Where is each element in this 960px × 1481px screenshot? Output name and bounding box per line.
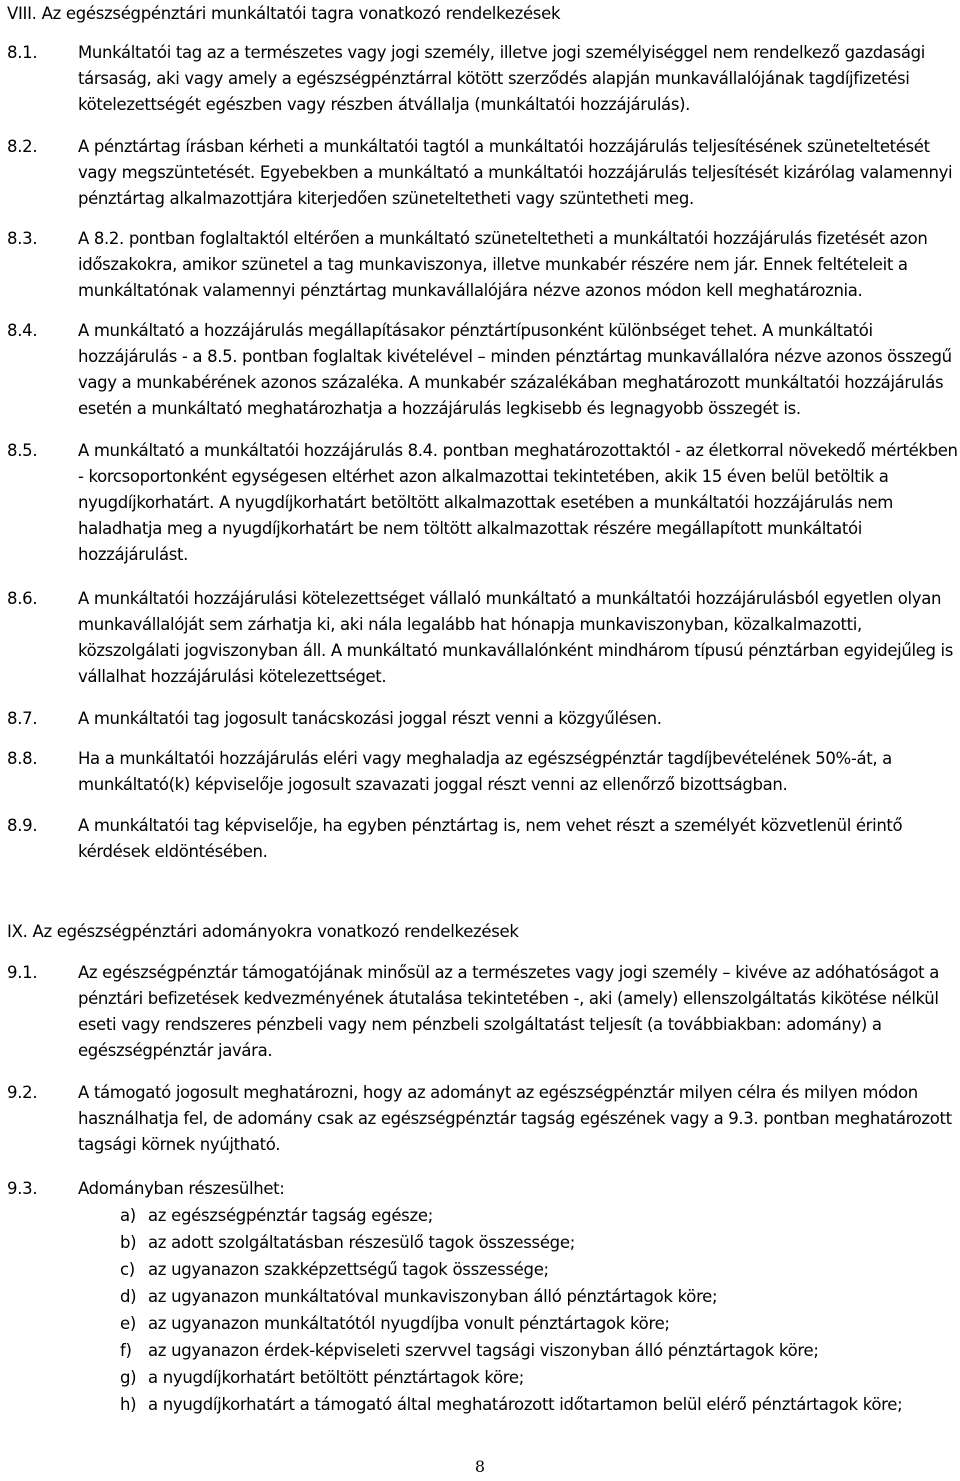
paragraph-text: A pénztártag írásban kérheti a munkáltatói tagtól a munkáltatói hozzájárulás teljesítésének szüneteltetését vagy megszüntetését. Egyebekben a munkáltató a munkáltatói hozzájárulás teljesítését kizárólag valamennyi pénztártag alkalmazottjára kiterjedően szüneteltetheti vagy szüntetheti meg.	[78, 137, 953, 208]
paragraph-number: 9.1.	[7, 963, 38, 982]
paragraph-text: A 8.2. pontban foglaltaktól eltérően a munkáltató szüneteltetheti a munkáltatói hozzájárulás fizetését azon időszakokra, amikor szünetel a tag munkaviszonya, illetve munkabér részére nem jár. Ennek feltételeit a munkáltatónak valamennyi pénztártag munkavállalójára nézve azonos módon kell meghatároznia.	[78, 229, 928, 300]
paragraph-text: Az egészségpénztár támogatójának minősül az a természetes vagy jogi személy – kivéve az adóhatóságot a pénztári befizetések kedvezményének átutalása tekintetében -, aki (amely) ellenszolgáltatás kikötése nélkül eseti vagy rendszeres pénzbeli vagy nem pénzbeli szolgáltatást teljesít (a továbbiakban: adomány) a egészségpénztár javára.	[78, 963, 939, 1060]
paragraph-text: A munkáltató a munkáltatói hozzájárulás 8.4. pontban meghatározottaktól - az életkorral növekedő mértékben - korcsoportonként egységesen eltérhet azon alkalmazottai tekintetében, akik 15 éven belül betöltik a nyugdíjkorhatárt. A nyugdíjkorhatárt betöltött alkalmazottak esetében a munkáltatói hozzájárulás nem haladhatja meg a nyugdíjkorhatárt be nem töltött alkalmazottak részére megállapított munkáltatói hozzájárulást.	[78, 441, 958, 564]
paragraph-text: A munkáltató a hozzájárulás megállapításakor pénztártípusonként különbséget tehet. A munkáltatói hozzájárulás - a 8.5. pontban foglaltak kivételével – minden pénztártag munkavállalóra nézve azonos összegű vagy a munkabérének azonos százaléka. A munkabér százalékában meghatározott munkáltatói hozzájárulás esetén a munkáltató meghatározhatja a hozzájárulás legkisebb és legnagyobb összegét is.	[78, 321, 952, 418]
section-title-ix: IX. Az egészségpénztári adományokra vonatkozó rendelkezések	[7, 922, 519, 941]
paragraph-number: 8.4.	[7, 321, 38, 340]
page-number: 8	[474, 1457, 486, 1476]
paragraph-number: 8.5.	[7, 441, 38, 460]
paragraph-text: A munkáltatói hozzájárulási kötelezettséget vállaló munkáltató a munkáltatói hozzájárulásból egyetlen olyan munkavállalóját sem zárhatja ki, aki nála legalább hat hónapja munkaviszonyban, közalkalmazotti, közszolgálati jogviszonyban áll. A munkáltató munkavállalónként mindhárom típusú pénztárban egyidejűleg is vállalhat hozzájárulási kötelezettséget.	[78, 589, 954, 686]
list-item-text: az ugyanazon munkáltatótól nyugdíjba vonult pénztártagok köre;	[148, 1314, 670, 1333]
paragraph-number: 8.9.	[7, 816, 38, 835]
list-item-text: a nyugdíjkorhatárt a támogató által meghatározott időtartamon belül elérő pénztártagok köre;	[148, 1395, 903, 1414]
paragraph-number: 9.3.	[7, 1179, 38, 1198]
paragraph-text: Munkáltatói tag az a természetes vagy jogi személy, illetve jogi személyiséggel nem rendelkező gazdasági társaság, aki vagy amely a egészségpénztárral kötött szerződés alapján munkavállalójának tagdíjfizetési kötelezettségét egészben vagy részben átvállalja (munkáltatói hozzájárulás).	[78, 43, 926, 114]
list-item-text: az ugyanazon munkáltatóval munkaviszonyban álló pénztártagok köre;	[148, 1287, 718, 1306]
list-item-letter: a)	[120, 1206, 136, 1225]
paragraph-number: 9.2.	[7, 1083, 38, 1102]
list-item-text: az adott szolgáltatásban részesülő tagok összessége;	[148, 1233, 575, 1252]
list-item-text: az egészségpénztár tagság egésze;	[148, 1206, 433, 1225]
section-title-viii: VIII. Az egészségpénztári munkáltatói tagra vonatkozó rendelkezések	[7, 4, 561, 23]
list-item-letter: b)	[120, 1233, 137, 1252]
list-item-text: az ugyanazon szakképzettségű tagok összessége;	[148, 1260, 549, 1279]
paragraph-number: 8.1.	[7, 43, 38, 62]
paragraph-number: 8.6.	[7, 589, 38, 608]
list-item-letter: d)	[120, 1287, 137, 1306]
paragraph-text: A támogató jogosult meghatározni, hogy az adományt az egészségpénztár milyen célra és milyen módon használhatja fel, de adomány csak az egészségpénztár tagság egészének vagy a 9.3. pontban meghatározott tagsági körnek nyújtható.	[78, 1083, 952, 1154]
list-item-text: a nyugdíjkorhatárt betöltött pénztártagok köre;	[148, 1368, 525, 1387]
list-item-letter: g)	[120, 1368, 137, 1387]
list-item-text: az ugyanazon érdek-képviseleti szervvel tagsági viszonyban álló pénztártagok köre;	[148, 1341, 819, 1360]
paragraph-number: 8.3.	[7, 229, 38, 248]
list-item-letter: c)	[120, 1260, 135, 1279]
paragraph-number: 8.7.	[7, 709, 38, 728]
paragraph-text: Ha a munkáltatói hozzájárulás eléri vagy meghaladja az egészségpénztár tagdíjbevételének 50%-át, a munkáltató(k) képviselője jogosult szavazati joggal részt venni az ellenőrző bizottságban.	[78, 749, 892, 794]
paragraph-number: 8.2.	[7, 137, 38, 156]
list-item-letter: e)	[120, 1314, 136, 1333]
paragraph-text: A munkáltatói tag képviselője, ha egyben pénztártag is, nem vehet részt a személyét közvetlenül érintő kérdések eldöntésében.	[78, 816, 903, 861]
list-item-letter: h)	[120, 1395, 137, 1414]
list-item-letter: f)	[120, 1341, 132, 1360]
paragraph-text: Adományban részesülhet:	[78, 1179, 285, 1198]
paragraph-number: 8.8.	[7, 749, 38, 768]
paragraph-text: A munkáltatói tag jogosult tanácskozási joggal részt venni a közgyűlésen.	[78, 709, 662, 728]
